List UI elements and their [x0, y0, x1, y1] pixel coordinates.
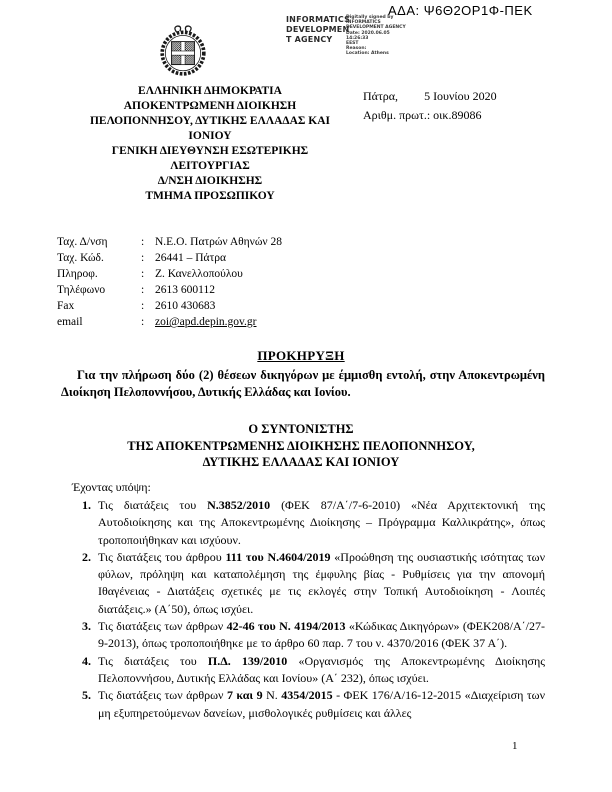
- protocol-city: Πάτρα,: [363, 89, 399, 103]
- contact-separator: :: [141, 300, 145, 312]
- considering-item: [57, 653, 545, 688]
- stamp-agency-name: [286, 15, 351, 57]
- stamp-detail-line: Location: Athens: [346, 51, 389, 57]
- considering-item-number: 4.: [82, 653, 91, 668]
- contact-email-link[interactable]: zoi@apd.depin.gov.gr: [155, 316, 257, 328]
- considering-item-text: «Κώδικας Δικηγόρων» (ΦΕΚ208/Α΄/27-9-2013), όπως τροποποιήθηκε με το άρθρο 60 παρ. 7 του ν. 4370/2016 (ΦΕΚ 37 Α΄).: [98, 619, 545, 651]
- contact-label: Τηλέφωνο: [57, 284, 106, 296]
- contact-label: email: [57, 316, 83, 328]
- stamp-detail-line: EEST: [346, 41, 359, 47]
- considering-item-text: Τις διατάξεις των άρθρων: [98, 688, 227, 703]
- authority-line: ΤΗΣ ΑΠΟΚΕΝΤΡΩΜΕΝΗΣ ΔΙΟΙΚΗΣΗΣ ΠΕΛΟΠΟΝΝΗΣΟΥ,: [127, 438, 475, 453]
- considering-item-text: Τις διατάξεις του: [98, 653, 208, 668]
- contact-row: [57, 252, 377, 268]
- considering-item-text: 7 και 9: [226, 688, 263, 703]
- stamp-detail-line: DEVELOPMENT AGENCY: [346, 25, 406, 31]
- contact-label: Fax: [57, 300, 75, 312]
- contact-separator: :: [141, 252, 145, 264]
- agency-header-line: ΠΕΛΟΠΟΝΝΗΣΟΥ, ΔΥΤΙΚΗΣ ΕΛΛΑΔΑΣ ΚΑΙ: [89, 115, 331, 127]
- considering-item-text: Ν.3852/2010: [207, 498, 271, 512]
- digital-signature-stamp: [286, 15, 408, 57]
- considering-list: [57, 497, 545, 722]
- considering-item: [57, 549, 545, 618]
- greek-coat-of-arms-icon: [156, 25, 210, 77]
- ada-code: ΑΔΑ: Ψ6Θ2ΟΡ1Φ-ΠΕΚ: [388, 3, 533, 18]
- stamp-detail-line: Digitally signed by: [346, 15, 394, 20]
- considering-item-number: 2.: [82, 549, 91, 564]
- stamp-agency-line: INFORMATICS: [286, 15, 351, 24]
- contact-info: [57, 236, 377, 332]
- considering-item: [57, 687, 545, 722]
- contact-value: Ν.Ε.Ο. Πατρών Αθηνών 28: [155, 236, 283, 248]
- considering-item-text: Ν.: [262, 688, 282, 703]
- stamp-detail-line: Reason:: [346, 46, 367, 52]
- stamp-signature-details: [346, 15, 408, 57]
- contact-label: Πληροφ.: [57, 268, 98, 280]
- protocol-city-date: [363, 87, 497, 106]
- considering-item-text: 42-46 του Ν. 4194/2013: [226, 619, 346, 634]
- proclamation-title: ΠΡΟΚΗΡΥΞΗ: [257, 348, 345, 363]
- considering-item: [57, 497, 545, 549]
- contact-row: [57, 300, 377, 316]
- contact-label: Ταχ. Κώδ.: [57, 252, 104, 264]
- considering-item: [57, 618, 545, 653]
- contact-separator: :: [141, 316, 145, 328]
- contact-separator: :: [141, 284, 145, 296]
- contact-row: [57, 236, 377, 252]
- considering-item-text: Τις διατάξεις του: [98, 498, 208, 512]
- considering-item-number: 5.: [82, 688, 91, 703]
- considering-item-text: «Οργανισμός της Αποκεντρωμένης Διοίκησης Πελοποννήσου, Δυτικής Ελλάδας και Ιονίου» (Α΄ 232), όπως ισχύει.: [98, 653, 545, 685]
- considering-item-text: - ΦΕΚ 176/Α/16-12-2015 «Διαχείριση των μη εξυπηρετούμενων δανείων, μισθολογικές ρυθμίσεις και άλλες: [98, 688, 545, 720]
- contact-separator: :: [141, 236, 145, 248]
- considering-item-text: Τις διατάξεις των άρθρων: [98, 619, 227, 634]
- contact-separator: :: [141, 268, 145, 280]
- considering-item-text: «Προώθηση της ουσιαστικής ισότητας των φύλων, πρόληψη και καταπολέμηση της έμφυλης βίας - Ρυθμίσεις για την απονομή Ιθαγένειας - Διατάξεις σχετικές με τις εκλογές στην Τοπική Αυτοδιοίκηση - Λοιπές διατάξεις.» (Α΄50), όπως ισχύει.: [98, 549, 545, 616]
- contact-value: Ζ. Κανελλοπούλου: [155, 268, 243, 280]
- agency-header-line: ΙΟΝΙΟΥ: [188, 130, 232, 142]
- considering-intro: Έχοντας υπόψη:: [72, 480, 151, 494]
- agency-header-line: ΛΕΙΤΟΥΡΓΙΑΣ: [170, 160, 250, 172]
- agency-header-line: ΑΠΟΚΕΝΤΡΩΜΕΝΗ ΔΙΟΙΚΗΣΗ: [123, 100, 297, 112]
- stamp-agency-line: T AGENCY: [286, 35, 333, 44]
- agency-header-line: ΤΜΗΜΑ ΠΡΟΣΩΠΙΚΟΥ: [145, 190, 275, 202]
- agency-header-line: ΓΕΝΙΚΗ ΔΙΕΥΘΥΝΣΗ ΕΣΩΤΕΡΙΚΗΣ: [111, 145, 309, 157]
- agency-header-line: Δ/ΝΣΗ ΔΙΟΙΚΗΣΗΣ: [157, 175, 263, 187]
- authority-line: Ο ΣΥΝΤΟΝΙΣΤΗΣ: [248, 422, 354, 436]
- authority-line: ΔΥΤΙΚΗΣ ΕΛΛΑΔΑΣ ΚΑΙ ΙΟΝΙΟΥ: [202, 455, 400, 469]
- contact-value: 26441 – Πάτρα: [155, 252, 226, 264]
- contact-row: [57, 316, 377, 332]
- considering-item-text: (ΦΕΚ 87/Α΄/7-6-2010) «Νέα Αρχιτεκτονική της Αυτοδιοίκησης και της Αποκεντρωμένης Διοίκησης – Πρόγραμμα Καλλικράτης», όπως τροποποιήθηκαν και ισχύουν.: [98, 498, 545, 547]
- stamp-agency-line: DEVELOPMEN: [286, 25, 350, 34]
- agency-header-line: ΕΛΛΗΝΙΚΗ ΔΗΜΟΚΡΑΤΙΑ: [138, 85, 282, 97]
- contact-value: 2610 430683: [155, 300, 216, 312]
- considering-item-number: 1.: [82, 498, 91, 512]
- stamp-detail-line: Date: 2020.06.05 14:26:33: [346, 30, 390, 41]
- agency-header: [60, 84, 360, 204]
- considering-item-text: 4354/2015: [281, 688, 333, 703]
- protocol-number: Αριθμ. πρωτ.: οικ.89086: [363, 108, 482, 122]
- considering-item-text: Τις διατάξεις του άρθρου: [98, 549, 226, 564]
- stamp-detail-line: INFORMATICS: [346, 20, 381, 26]
- considering-item-text: Π.Δ. 139/2010: [207, 653, 288, 668]
- protocol-date: 5 Ιουνίου 2020: [424, 89, 497, 103]
- contact-label: Ταχ. Δ/νση: [57, 236, 108, 248]
- contact-row: [57, 268, 377, 284]
- considering-item-number: 3.: [82, 619, 91, 634]
- considering-item-text: 111 του Ν.4604/2019: [225, 549, 331, 564]
- contact-value: 2613 600112: [155, 284, 215, 296]
- page-number: 1: [512, 740, 518, 752]
- authority-heading: [57, 421, 545, 471]
- protocol-block: [363, 87, 497, 125]
- contact-row: [57, 284, 377, 300]
- proclamation-subject: Για την πλήρωση δύο (2) θέσεων δικηγόρων με έμμισθη εντολή, στην Αποκεντρωμένη Διοίκηση Πελοποννήσου, Δυτικής Ελλάδας και Ιονίου.: [61, 368, 545, 399]
